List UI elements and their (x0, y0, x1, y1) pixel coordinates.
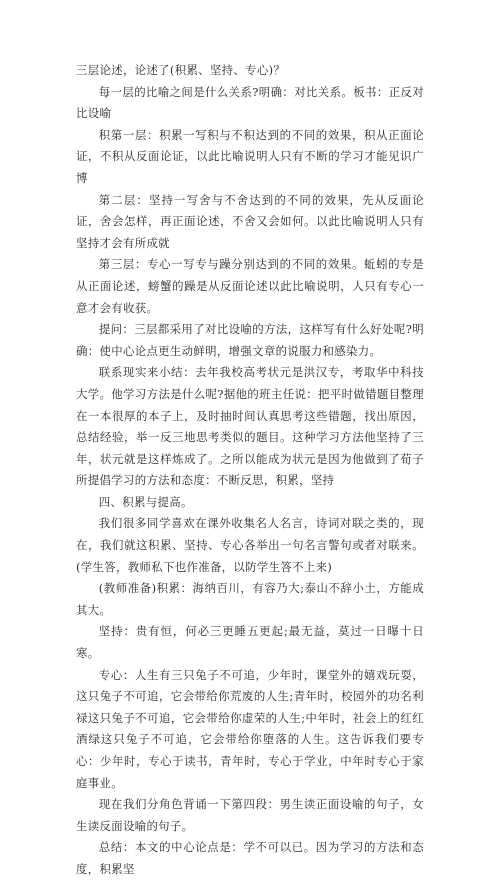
paragraph-2: 每一层的比喻之间是什么关系?明确：对比关系。板书：正反对比设喻 (76, 84, 424, 121)
paragraph-5: 第三层：专心一写专与躁分别达到的不同的效果。蚯蚓的专是从正面论述，螃蟹的躁是从反面论述以此比喻说明，人只有专心一意才会有收获。 (76, 257, 424, 315)
paragraph-10: (教师准备)积累：海纳百川，有容乃大;泰山不辞小土，方能成其大。 (76, 581, 424, 617)
paragraph-6: 提问：三层都采用了对比设喻的方法，这样写有什么好处呢?明确：使中心论点更生动鲜明，增强文章的说服力和感染力。 (76, 322, 424, 358)
paragraph-1: 三层论述，论述了(积累、坚持、专心)？ (76, 63, 286, 77)
paragraph-12: 专心：人生有三只兔子不可追，少年时，课堂外的嬉戏玩耍，这只兔子不可追，它会带给你荒废的人生;青年时，校园外的功名利禄这只兔子不可追，它会带给你虚荣的人生;中年时，社会上的红红酒绿这只兔子不可追，它会带给你堕落的人生。这告诉我们要专心：少年时，专心于读书，青年时，专心于学业，中年时专心于家庭事业。 (76, 667, 424, 790)
paragraph-9: 我们很多同学喜欢在课外收集名人名言，诗词对联之类的，现在，我们就这积累、坚持、专心各举出一句名言警句或者对联来。(学生答，教师私下也作准备，以防学生答不上来) (76, 516, 424, 574)
paragraph-14: 总结：本文的中心论点是：学不可以已。因为学习的方法和态度，积累坚 (76, 840, 424, 876)
paragraph-7: 联系现实来小结：去年我校高考状元是洪汉专，考取华中科技大学。他学习方法是什么呢?据他的班主任说：把平时做错题目整理在一本很厚的本子上，及时抽时间认真思考这些错题，找出原因，总结经验，举一反三地思考类似的题目。这种学习方法他坚持了三年，状元就是这样炼成了。之所以能成为状元是因为他做到了荀子所提倡学习的方法和态度：不断反思，积累，坚持 (76, 365, 424, 488)
paragraph-13: 现在我们分角色背诵一下第四段：男生读正面设喻的句子，女生读反面设喻的句子。 (76, 797, 424, 833)
section-heading: 四、积累与提高。 (98, 494, 193, 509)
paragraph-11: 坚持：贵有恒，何必三更睡五更起;最无益，莫过一日曝十日寒。 (76, 624, 424, 661)
paragraph-4: 第二层：坚持一写舍与不舍达到的不同的效果，先从反面论证，舍会怎样，再正面论述，不舍又会如何。以此比喻说明人只有坚持才会有所成就 (76, 192, 424, 250)
paragraph-3: 积第一层：积累一写积与不积达到的不同的效果，积从正面论证，不积从反面论证，以此比喻说明人只有不断的学习才能见识广博 (76, 127, 424, 185)
